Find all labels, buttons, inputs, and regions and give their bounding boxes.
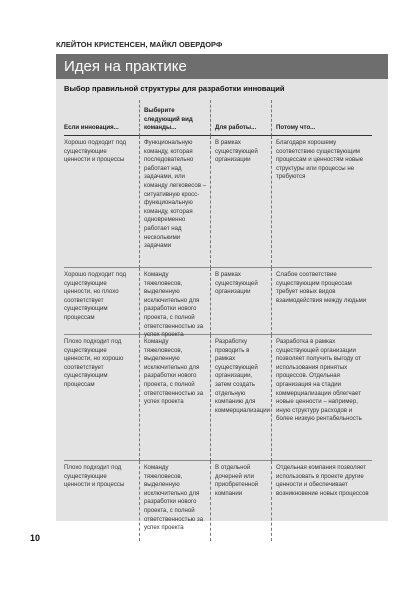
table-cell: Разработку проводить в рамках существующей организации, затем создать отдельную компанию для коммерциализации bbox=[210, 335, 271, 461]
column-header: Если инновация... bbox=[64, 100, 139, 136]
structure-table bbox=[64, 100, 372, 541]
table-cell: Хорошо подходит под существующие ценности и процессы bbox=[64, 136, 139, 268]
page-number: 10 bbox=[30, 533, 41, 543]
table-cell: Плохо подходит под существующие ценности, но хорошо соответствует существующим процессам bbox=[64, 335, 139, 461]
table-cell: Плохо подходит под существующие ценности и процессы bbox=[64, 464, 125, 489]
table-cell: Команду тяжеловесов, выделенную исключительно для разработки нового проекта, с полной ответственностью за успех проекта bbox=[139, 268, 210, 335]
table-cell: В рамках существующей организации bbox=[210, 268, 271, 335]
table-cell: Отдельная компания позволяет использовать в проекте другие ценности и обеспечивает возникновение новых процессов bbox=[271, 461, 372, 541]
table-cell: Команду тяжеловесов, выделенную исключительно для разработки нового проекта, с полной ответственностью за успех проекта bbox=[139, 335, 210, 461]
box-title: Идея на практике bbox=[56, 54, 388, 79]
column-header: Выберите следующий вид команды... bbox=[139, 100, 210, 136]
table-cell: В рамках существующей организации bbox=[210, 136, 271, 268]
column-header: Потому что... bbox=[271, 100, 372, 136]
table-cell: Благодаря хорошему соответствию существующим процессам и ценностям новые структуры или процессы не требуются bbox=[271, 136, 372, 268]
table-cell: Функциональную команду, которая последовательно работает над задачами, или команду легковесов – ситуативную кросс-функциональную команду, которая одновременно работает над несколькими задачами bbox=[139, 136, 210, 268]
running-head: КЛЕЙТОН КРИСТЕНСЕН, МАЙКЛ ОВЕРДОРФ bbox=[56, 40, 223, 49]
sidebar-box bbox=[56, 54, 388, 532]
column-header: Для работы... bbox=[210, 100, 271, 136]
table-cell: Хорошо подходит под существующие ценности, но плохо соответствует существующим процессам bbox=[64, 268, 139, 335]
table-cell: Разработка в рамках существующей организации позволяет получить выгоду от использования принятых процессов. Отдельная организация на стадии коммерциализации облегчает новые ценности – например, иную структуру расходов и более низкую рентабельность bbox=[271, 335, 372, 461]
table-title: Выбор правильной структуры для разработки инноваций bbox=[64, 84, 285, 93]
table-cell: Команду тяжеловесов, выделенную исключительно для разработки нового проекта, с полной ответственностью за успех проекта bbox=[139, 461, 210, 541]
table-cell: Слабое соответствие существующим процессам требует новых видов взаимодействия между людьми bbox=[271, 268, 372, 335]
table-cell: В отдельной дочерней или приобретенной компании bbox=[210, 461, 271, 541]
